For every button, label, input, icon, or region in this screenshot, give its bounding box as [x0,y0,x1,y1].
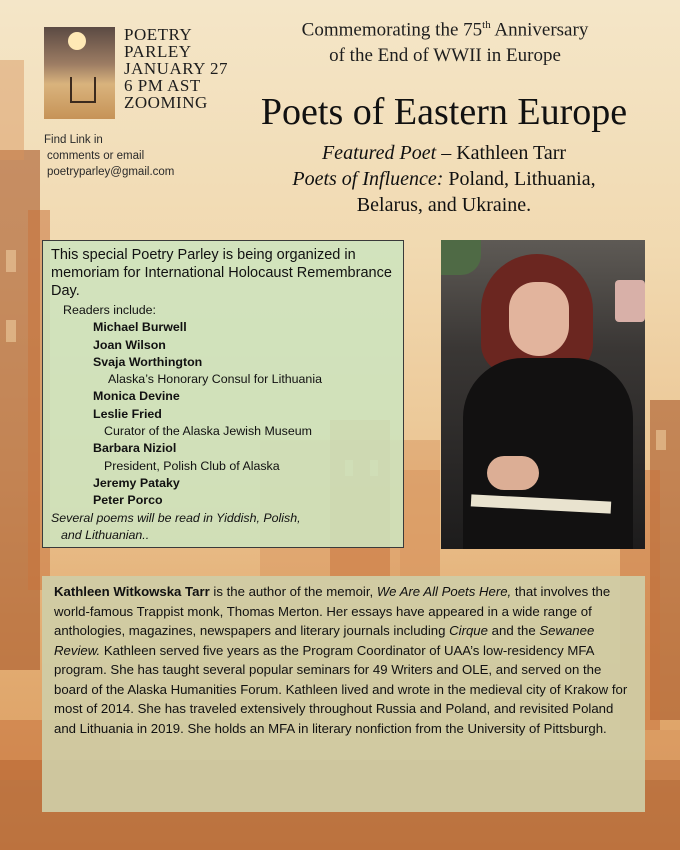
reader-name: Leslie Fried [93,406,162,421]
featured-info [258,140,630,218]
reader-name: Peter Porco [93,493,163,508]
event-info [124,26,228,111]
face-shape [509,282,569,356]
hand-shape [487,456,539,490]
languages-note: Several poems will be read in Yiddish, Polish, [51,510,301,525]
contact-email: poetryparley@gmail.com [47,166,175,178]
commem-line-2: of the End of WWII in Europe [329,45,561,67]
bio-sewanee: Sewanee Review. [54,623,595,658]
reader-name: Svaja Worthington [93,354,203,369]
reader-name: Michael Burwell [93,320,187,335]
reader-name: Barbara Niziol [93,441,177,456]
commemoration-heading [270,12,620,69]
bio-text-2: that involves the world-famous Trappist monk, Thomas Merton. Her essays have appeared in a wide range of anthologies, magazines, newspapers and literary journals including [54,584,611,638]
event-line-1: POETRY [124,25,193,44]
plant-shape [441,240,481,275]
reader-role: Curator of the Alaska Jewish Museum [104,424,312,439]
featured-label: Featured Poet [321,142,437,164]
influence-text: Poland, Lithuania, [443,168,596,190]
commem-line-1 [270,12,620,43]
commem-pre: Commemorating the 75 [301,19,483,41]
featured-sep: – [436,142,457,164]
body-shape [463,358,633,549]
reader-role: President, Polish Club of Alaska [104,458,280,473]
commem-sup: th [482,19,491,31]
event-line-4: 6 PM AST [124,76,201,95]
reader-role: Alaska’s Honorary Consul for Lithuania [108,372,322,387]
chair-shape [70,77,96,103]
influence-line [258,166,630,192]
commem-post: Anniversary [490,19,589,41]
bio-text-1: is the author of the memoir, [209,584,377,599]
bio-cirque: Cirque [449,623,488,638]
find-link-note [44,132,174,180]
reader-name: Joan Wilson [93,337,166,352]
bio-box [42,576,645,812]
event-line-2: PARLEY [124,42,192,61]
bio-text-4: Kathleen served five years as the Program Coordinator of UAA’s low-residency MFA program. She has taught several popular seminars for 49 Writers and OLE, and served on the board of the Alaska Humanities Forum. Kathleen lived and wrote in the medieval city of Krakow for most of 2014. She has traveled extensively throughout Russia and Poland, and revisited Poland and Lithuania in 2019. She holds an MFA in literary nonfiction from the University of Pittsburgh. [54,642,628,736]
featured-name: Kathleen Tarr [456,142,567,164]
readers-include-label: Readers include: [63,303,156,317]
influence-line-2: Belarus, and Ukraine. [356,194,532,216]
find-line-1: Find Link in [44,134,103,146]
bio-name: Kathleen Witkowska Tarr [54,584,210,599]
poetry-parley-thumbnail-image [44,27,115,119]
reader-name: Jeremy Pataky [93,475,180,490]
sun-shape [68,32,86,50]
bio-text-3: and the [487,623,540,638]
find-line-2: comments or email [47,150,145,162]
languages-note-2: and Lithuanian.. [61,527,150,542]
pot-shape [615,280,645,322]
featured-poet-photo [441,240,645,549]
influence-label: Poets of Influence: [292,168,444,190]
reader-name: Monica Devine [93,389,180,404]
event-line-5: ZOOMING [124,93,208,112]
bio-memoir-title: We Are All Poets Here, [376,584,512,599]
featured-poet-line [258,140,630,166]
page-title: Poets of Eastern Europe [260,91,628,133]
readers-box [42,240,404,548]
readers-intro: This special Poetry Parley is being organized in memoriam for International Holocaust Remembrance Day. [51,247,392,299]
event-line-3: JANUARY 27 [124,59,229,78]
